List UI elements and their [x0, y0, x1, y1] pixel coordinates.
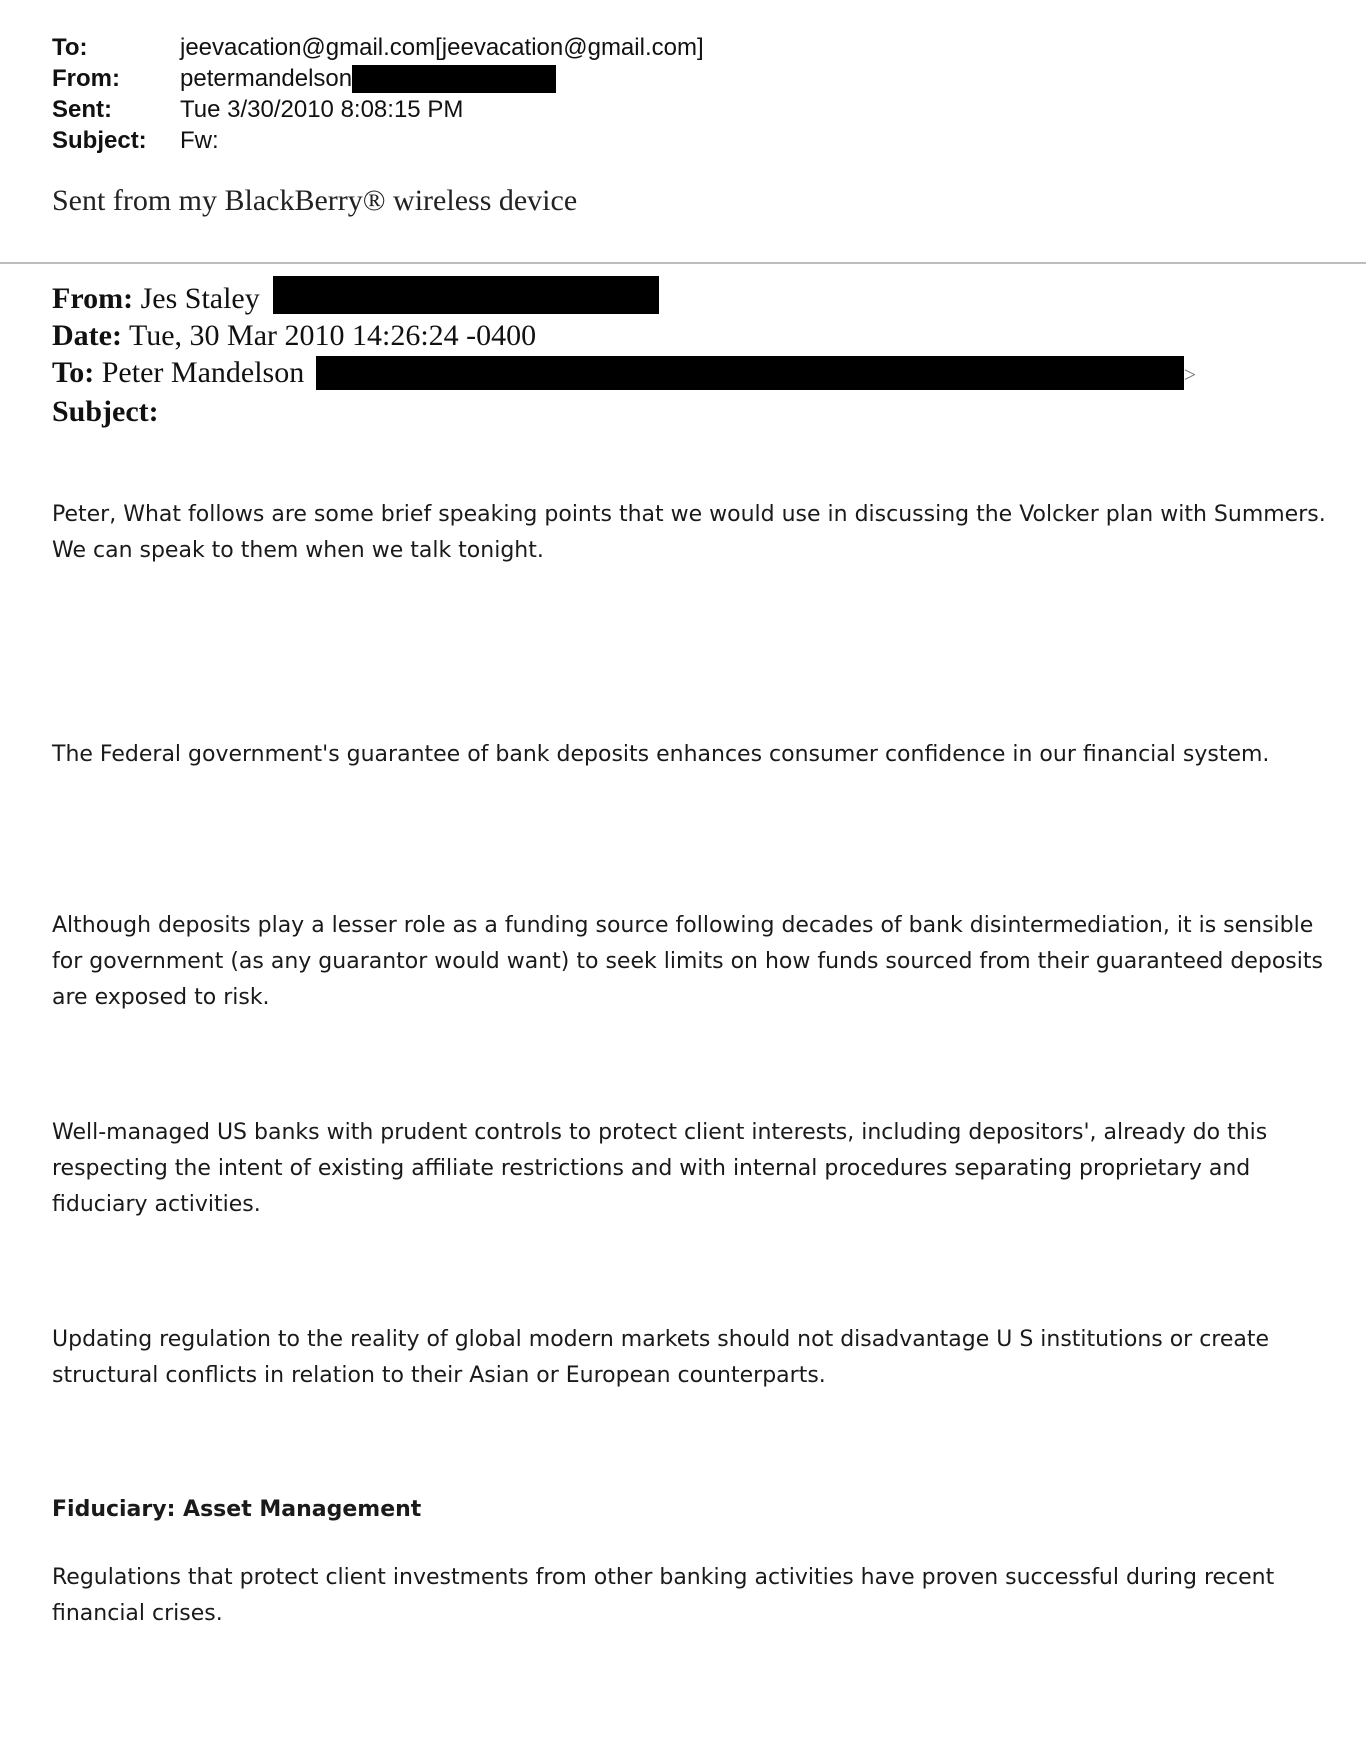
subject-value: Fw:	[180, 127, 219, 154]
fwd-date-value: Tue, 30 Mar 2010 14:26:24 -0400	[128, 319, 537, 352]
sent-label: Sent:	[52, 96, 112, 123]
from-label: From:	[52, 65, 120, 92]
fwd-date-row	[52, 317, 1196, 354]
fwd-subject-label: Subject:	[52, 395, 159, 428]
fwd-to-trailing: >	[1183, 362, 1197, 387]
fwd-from-value: Jes Staley	[140, 282, 260, 315]
fwd-to-label: To:	[52, 356, 95, 389]
body-paragraph: Updating regulation to the reality of global modern markets should not disadvantage U S institutions or create structural conflicts in relation to their Asian or European counterparts.	[52, 1327, 1270, 1388]
forwarded-header	[52, 280, 1196, 430]
body-paragraph: Although deposits play a lesser role as a funding source following decades of bank disintermediation, it is sensible for government (as any guarantor would want) to seek limits on how funds sourced from their guaranteed deposits are exposed to risk.	[52, 913, 1323, 1010]
subject-label: Subject:	[52, 127, 147, 154]
header-from-row	[52, 63, 704, 94]
header-to-row	[52, 32, 704, 63]
fwd-subject-row	[52, 393, 1196, 430]
fwd-to-row	[52, 354, 1196, 393]
fwd-to-value: Peter Mandelson	[101, 356, 305, 389]
body-paragraph: Well-managed US banks with prudent controls to protect client interests, including depositors', already do this respecting the intent of existing affiliate restrictions and with internal procedures separating proprietary and fiduciary activities.	[52, 1120, 1268, 1217]
to-value: jeevacation@gmail.com[jeevacation@gmail.com]	[180, 34, 704, 61]
sent-value: Tue 3/30/2010 8:08:15 PM	[180, 96, 464, 123]
body-paragraph: Regulations that protect client investments from other banking activities have proven successful during recent financial crises.	[52, 1565, 1275, 1626]
divider	[0, 262, 1366, 264]
body-paragraph: The Federal government's guarantee of bank deposits enhances consumer confidence in our financial system.	[52, 742, 1270, 767]
fwd-from-label: From:	[52, 282, 134, 315]
redaction-bar	[273, 276, 659, 314]
fwd-from-row	[52, 280, 1196, 317]
header-sent-row	[52, 94, 704, 125]
signature-line: Sent from my BlackBerry® wireless device	[52, 184, 578, 217]
redaction-bar	[316, 356, 1184, 390]
section-heading: Fiduciary: Asset Management	[52, 1497, 422, 1522]
header-subject-row	[52, 125, 704, 156]
to-label: To:	[52, 34, 88, 61]
body-intro: Peter, What follows are some brief speaking points that we would use in discussing the Volcker plan with Summers. We can speak to them when we talk tonight.	[52, 502, 1326, 563]
fwd-date-label: Date:	[52, 319, 122, 352]
email-header	[52, 32, 704, 156]
from-value: petermandelson	[180, 65, 353, 92]
redaction-bar	[352, 65, 556, 93]
